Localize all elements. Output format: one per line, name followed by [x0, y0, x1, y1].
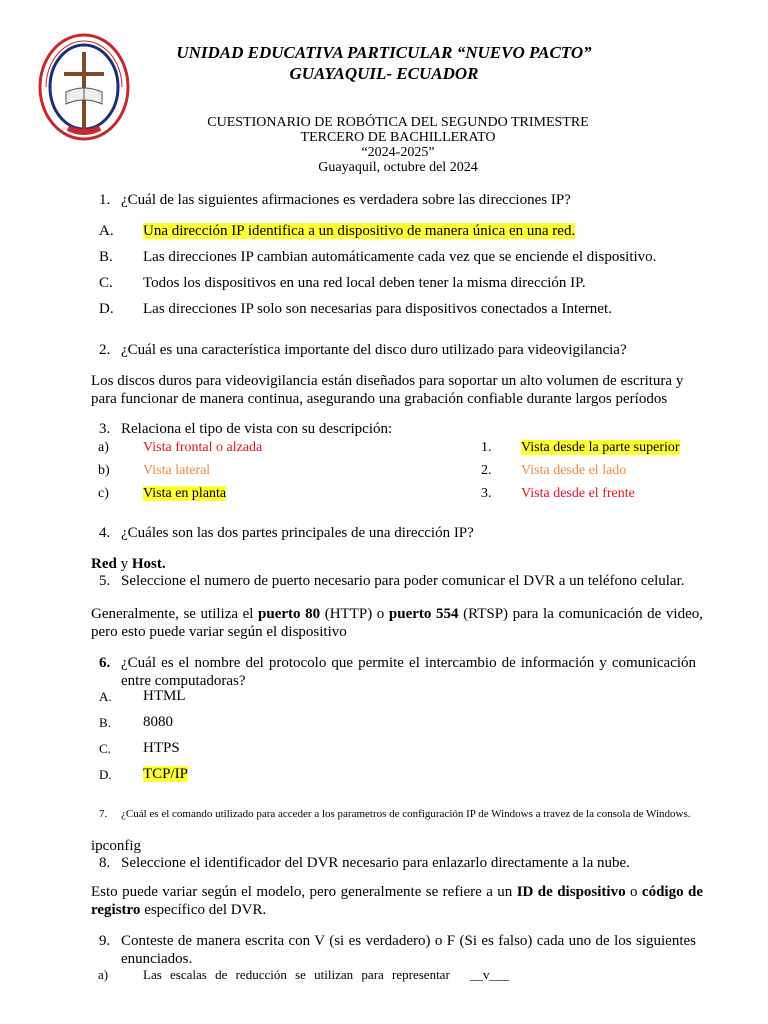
question-1-text: ¿Cuál de las siguientes afirmaciones es verdadera sobre las direcciones IP?	[121, 192, 571, 208]
q6-option-letter: C.	[99, 741, 111, 756]
answer-host: Host.	[131, 556, 166, 572]
document-date: Guayaquil, octubre del 2024	[318, 160, 478, 175]
q8-answer-c: o	[625, 884, 642, 900]
q3-right-item-1-text: Vista desde la parte superior	[521, 440, 680, 455]
question-5-answer	[91, 605, 703, 641]
q3-left-item-b: Vista lateral	[143, 463, 211, 478]
question-4-number: 4.	[99, 525, 111, 541]
q1-option-d: Las direcciones IP solo son necesarias para dispositivos conectados a Internet.	[143, 301, 612, 317]
question-8-number: 8.	[99, 855, 111, 871]
q3-right-number: 3.	[481, 486, 492, 501]
document-year: “2024-2025”	[361, 145, 435, 160]
question-3-text: Relaciona el tipo de vista con su descripción:	[121, 421, 393, 437]
question-9-number: 9.	[99, 933, 111, 949]
q5-answer-c: (HTTP) o	[320, 606, 389, 622]
answer-and: y	[116, 556, 132, 572]
q8-answer-device-id: ID de dispositivo	[516, 884, 626, 900]
question-8-text: Seleccione el identificador del DVR necesario para enlazarlo directamente a la nube.	[121, 855, 630, 871]
q3-left-letter: c)	[98, 486, 109, 501]
document-grade: TERCERO DE BACHILLERATO	[300, 130, 496, 145]
q6-option-letter: B.	[99, 715, 111, 730]
q6-option-letter: A.	[99, 689, 112, 704]
question-6-text: ¿Cuál es el nombre del protocolo que permite el intercambio de información y comunicación entre computadoras?	[121, 655, 696, 689]
question-5-text: Seleccione el numero de puerto necesario para poder comunicar el DVR a un teléfono celular.	[121, 573, 685, 589]
question-7-answer: ipconfig	[91, 838, 141, 854]
q6-option-a: HTML	[143, 688, 186, 704]
q3-right-number: 1.	[481, 440, 492, 455]
q8-answer-reg-code: código de registro	[91, 884, 704, 918]
q3-right-item-2: Vista desde el lado	[521, 463, 627, 478]
q3-left-item-a: Vista frontal o alzada	[143, 440, 263, 455]
q6-option-letter: D.	[99, 767, 112, 782]
q6-option-c: HTPS	[143, 740, 180, 756]
q8-answer-a: Esto puede variar según el modelo, pero generalmente se refiere a un	[91, 884, 517, 900]
question-4-text: ¿Cuáles son las dos partes principales de una dirección IP?	[121, 525, 474, 541]
document-title: CUESTIONARIO DE ROBÓTICA DEL SEGUNDO TRIMESTRE	[207, 115, 589, 130]
question-5-number: 5.	[99, 573, 111, 589]
question-2-answer: Los discos duros para videovigilancia están diseñados para soportar un alto volumen de escritura y para funcionar de manera continua, asegurando una grabación confiable durante largos períodos	[91, 373, 684, 407]
school-city: GUAYAQUIL- ECUADOR	[289, 64, 479, 83]
q1-option-letter: D.	[99, 301, 114, 317]
q5-answer-port80: puerto 80	[258, 606, 321, 622]
question-6-number: 6.	[99, 655, 111, 671]
q9-item-text: Las escalas de reducción se utilizan para representar	[143, 967, 450, 982]
q3-right-item-1	[521, 439, 680, 456]
question-7-text: ¿Cuál es el comando utilizado para acceder a los parametros de configuración IP de Windows a travez de la consola de Windows.	[121, 808, 691, 820]
q5-answer-a: Generalmente, se utiliza el	[91, 606, 259, 622]
question-2-text: ¿Cuál es una característica importante del disco duro utilizado para videovigilancia?	[121, 342, 627, 358]
q1-option-a-text: Una dirección IP identifica a un dispositivo de manera única en una red.	[143, 223, 576, 239]
q1-option-b: Las direcciones IP cambian automáticamente cada vez que se enciende el dispositivo.	[143, 249, 657, 265]
q3-left-letter: b)	[98, 463, 110, 478]
question-2-number: 2.	[99, 342, 111, 358]
q3-left-letter: a)	[98, 440, 109, 455]
q1-option-letter: C.	[99, 275, 113, 291]
question-9-text: Conteste de manera escrita con V (si es verdadero) o F (Si es falso) cada uno de los siguientes enunciados.	[121, 933, 696, 967]
question-7-number: 7.	[99, 808, 108, 820]
school-name: UNIDAD EDUCATIVA PARTICULAR “NUEVO PACTO”	[176, 43, 592, 62]
q3-left-item-c-text: Vista en planta	[143, 486, 227, 501]
question-8-answer	[91, 883, 703, 919]
q5-answer-e: (RTSP) para la comunicación de video, pero esto puede variar según el dispositivo	[91, 606, 703, 640]
q8-answer-e: específico del DVR.	[140, 902, 267, 918]
question-3-number: 3.	[99, 421, 111, 437]
q9-item-answer: __v___	[470, 967, 509, 982]
q1-option-a	[143, 222, 575, 240]
q5-answer-port554: puerto 554	[388, 606, 459, 622]
question-4-answer	[91, 555, 166, 573]
q6-option-d	[143, 765, 188, 783]
q6-option-d-text: TCP/IP	[143, 766, 189, 782]
question-1-number: 1.	[99, 192, 111, 208]
q6-option-b: 8080	[143, 714, 173, 730]
q1-option-c: Todos los dispositivos en una red local deben tener la misma dirección IP.	[143, 275, 586, 291]
q1-option-letter: A.	[99, 223, 114, 239]
q3-right-number: 2.	[481, 463, 492, 478]
q9-item-letter: a)	[98, 967, 109, 982]
q1-option-letter: B.	[99, 249, 113, 265]
q3-left-item-c	[143, 485, 226, 502]
q3-right-item-3: Vista desde el frente	[521, 486, 635, 501]
answer-red: Red	[91, 556, 117, 572]
